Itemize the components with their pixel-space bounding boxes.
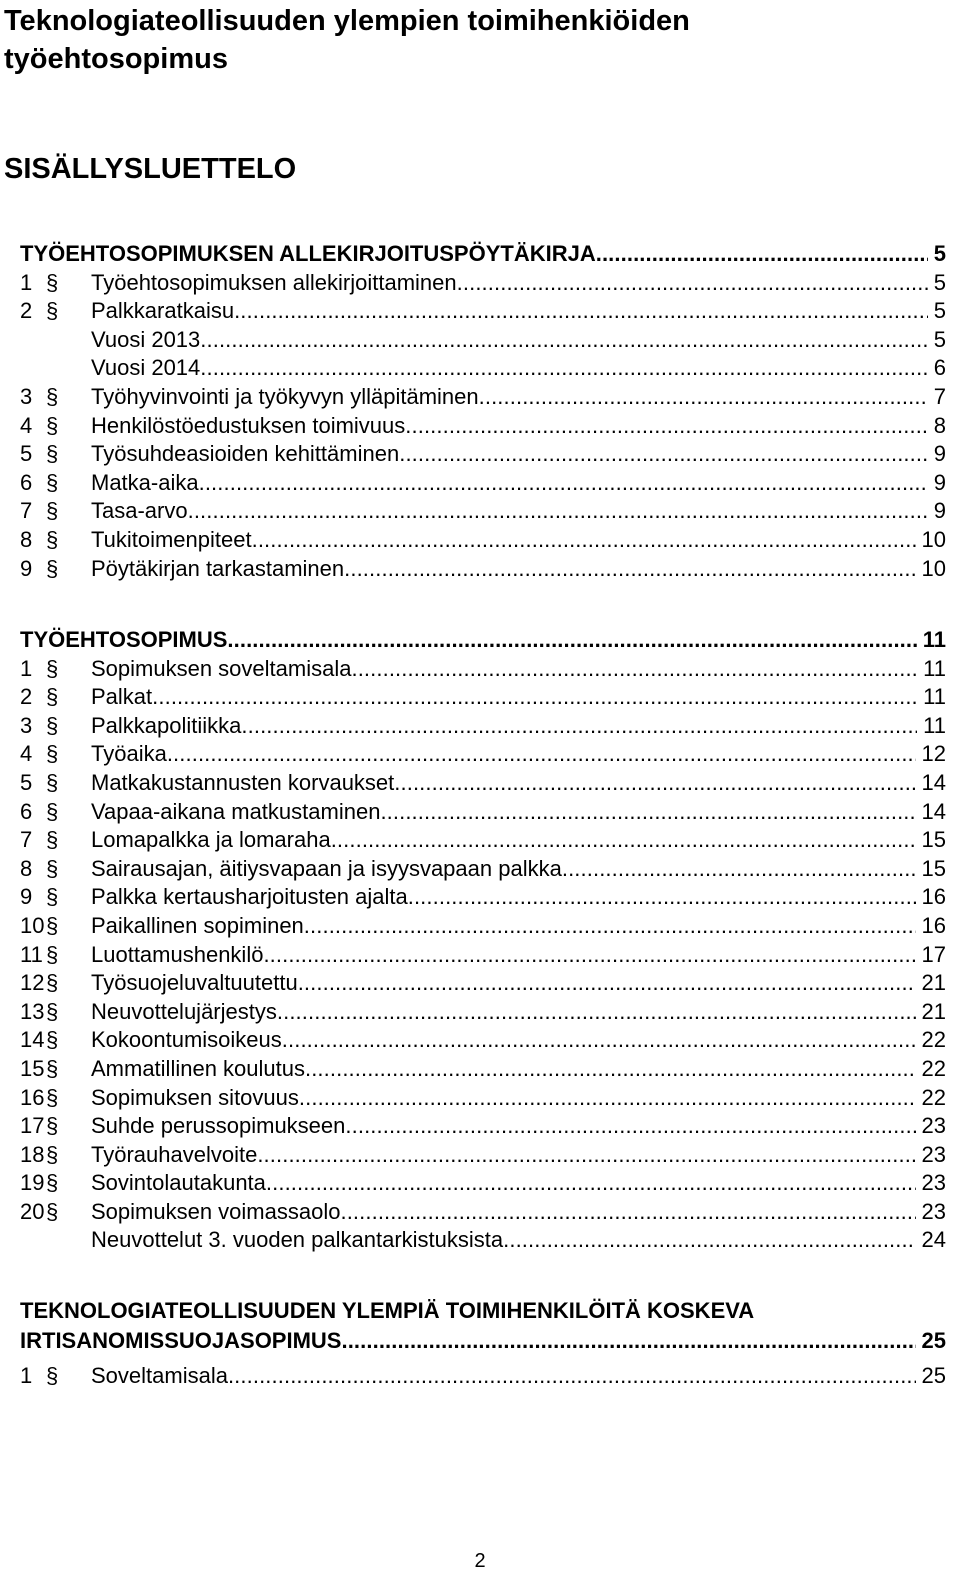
section-sign: §: [46, 269, 59, 295]
toc-dot-leader: [188, 497, 928, 526]
toc-entry-title: Sopimuksen voimassaolo: [91, 1198, 341, 1224]
toc-entry-page: 14: [921, 798, 946, 824]
toc-dot-leader: [331, 826, 916, 855]
section-sign: §: [46, 741, 59, 767]
document-title: Teknologiateollisuuden ylempien toimihenkiöiden työehtosopimus: [4, 5, 690, 75]
toc-dot-leader: [457, 269, 928, 298]
toc-entry-page: 12: [921, 741, 946, 767]
toc-entry-number: 3: [20, 383, 33, 409]
toc-entry-title: Vuosi 2014: [91, 355, 201, 381]
toc-dot-leader: [596, 240, 928, 269]
toc-entry-number: 15: [20, 1055, 45, 1081]
toc-entry-title: Työaika: [91, 741, 167, 767]
toc-section-irtisanomissuojasopimus: [20, 1296, 946, 1391]
toc-entry-number: 5: [20, 769, 33, 795]
section-sign: §: [46, 555, 59, 581]
toc-heading-row[interactable]: [20, 1326, 946, 1356]
section-sign: §: [46, 498, 59, 524]
toc-entry-title: Sopimuksen soveltamisala: [91, 655, 352, 681]
toc-entry-title: TYÖEHTOSOPIMUKSEN ALLEKIRJOITUSPÖYTÄKIRJA: [20, 241, 596, 266]
toc-entry-title: Kokoontumisoikeus: [91, 1027, 282, 1053]
toc-dot-leader: [479, 383, 928, 412]
toc-entry-title: Palkkaratkaisu: [91, 298, 235, 324]
toc-entry[interactable]: [20, 826, 946, 855]
section-sign: §: [46, 441, 59, 467]
toc-entry-title: Työhyvinvointi ja työkyvyn ylläpitäminen: [91, 383, 479, 409]
toc-entry-number: 4: [20, 741, 33, 767]
toc-entry[interactable]: [20, 1055, 946, 1084]
section-sign: §: [46, 884, 59, 910]
toc-entry-page: 22: [921, 1027, 946, 1053]
section-sign: §: [46, 298, 59, 324]
toc-entry-title: Lomapalkka ja lomaraha: [91, 827, 331, 853]
toc-entry[interactable]: [20, 1141, 946, 1170]
toc-entry-number: 1: [20, 1363, 33, 1388]
toc-heading-line: TEKNOLOGIATEOLLISUUDEN YLEMPIÄ TOIMIHENKILÖITÄ KOSKEVA: [20, 1298, 755, 1323]
toc-entry-title: Sovintolautakunta: [91, 1170, 266, 1196]
section-sign: §: [46, 469, 59, 495]
toc-dot-leader: [228, 1362, 916, 1391]
toc-entry-page: 23: [921, 1113, 946, 1139]
toc-entry-title: Luottamushenkilö: [91, 941, 264, 967]
toc-entry-title: Pöytäkirjan tarkastaminen: [91, 555, 345, 581]
toc-dot-leader: [299, 1084, 916, 1113]
toc-entry[interactable]: [20, 655, 946, 684]
toc-dot-leader: [408, 883, 916, 912]
toc-entry[interactable]: [20, 555, 946, 584]
toc-entry-title: Henkilöstöedustuksen toimivuus: [91, 412, 406, 438]
section-sign: §: [46, 383, 59, 409]
toc-section-tyoehtosopimus: [20, 626, 946, 1255]
toc-entry-title: Paikallinen sopiminen: [91, 912, 304, 938]
toc-entry-number: 9: [20, 884, 33, 910]
section-sign: §: [46, 855, 59, 881]
toc-dot-leader: [351, 655, 917, 684]
toc-dot-leader: [257, 1141, 915, 1170]
section-sign: §: [46, 998, 59, 1024]
toc-entry-page: 6: [933, 355, 946, 381]
toc-entry-title: Palkkapolitiikka: [91, 712, 242, 738]
toc-dot-leader: [399, 440, 928, 469]
toc-entry-page: 5: [933, 298, 946, 324]
section-sign: §: [46, 684, 59, 710]
toc-entry[interactable]: [20, 497, 946, 526]
page-number: 2: [474, 1550, 486, 1572]
toc-entry-title: Soveltamisala: [91, 1363, 228, 1388]
section-sign: §: [46, 1113, 59, 1139]
toc-dot-leader: [282, 1026, 916, 1055]
toc-entry[interactable]: [20, 798, 946, 827]
toc-entry-number: 20: [20, 1198, 45, 1224]
toc-entry[interactable]: [20, 269, 946, 298]
toc-entry-page: 17: [921, 941, 946, 967]
toc-entry[interactable]: [20, 1198, 946, 1227]
toc-entry-page: 11: [923, 684, 946, 710]
toc-entry[interactable]: [20, 1362, 946, 1391]
toc-entry-page: 16: [921, 912, 946, 938]
toc-dot-leader: [200, 326, 927, 355]
section-sign: §: [46, 1363, 59, 1388]
toc-dot-leader: [562, 855, 916, 884]
toc-dot-leader: [340, 1198, 915, 1227]
toc-entry-number: 7: [20, 827, 33, 853]
toc-entry[interactable]: [20, 883, 946, 912]
toc-entry-number: 17: [20, 1113, 45, 1139]
toc-entry-page: 25: [921, 1328, 946, 1353]
toc-entry[interactable]: [20, 440, 946, 469]
toc-entry-number: 19: [20, 1170, 45, 1196]
section-sign: §: [46, 1055, 59, 1081]
toc-entry-number: 9: [20, 555, 33, 581]
section-sign: §: [46, 798, 59, 824]
toc-entry-title: Palkka kertausharjoitusten ajalta: [91, 884, 408, 910]
section-sign: §: [46, 712, 59, 738]
toc-entry-number: 18: [20, 1141, 45, 1167]
toc-dot-leader: [199, 469, 928, 498]
toc-entry-page: 21: [921, 998, 946, 1024]
toc-dot-leader: [234, 297, 928, 326]
toc-entry-number: 5: [20, 441, 33, 467]
toc-entry-page: 16: [921, 884, 946, 910]
toc-entry-page: 23: [921, 1198, 946, 1224]
toc-dot-leader: [304, 912, 916, 941]
section-sign: §: [46, 827, 59, 853]
toc-dot-leader: [380, 798, 915, 827]
toc-dot-leader: [227, 626, 916, 655]
toc-entry-number: 6: [20, 469, 33, 495]
toc-entry[interactable]: [20, 383, 946, 412]
toc-entry-page: 5: [933, 269, 946, 295]
toc-entry-title: Vuosi 2013: [91, 326, 201, 352]
toc-dot-leader: [266, 1169, 916, 1198]
toc-entry[interactable]: [20, 998, 946, 1027]
toc-entry-page: 7: [933, 383, 946, 409]
toc-entry-title: Neuvottelujärjestys: [91, 998, 277, 1024]
toc-entry-number: 1: [20, 269, 33, 295]
section-sign: §: [46, 526, 59, 552]
toc-entry-page: 25: [921, 1363, 946, 1388]
toc-dot-leader: [503, 1226, 915, 1255]
toc-entry[interactable]: [20, 1226, 946, 1255]
section-sign: §: [46, 412, 59, 438]
toc-entry-page: 22: [921, 1055, 946, 1081]
toc-heading-row[interactable]: [20, 626, 946, 655]
toc-heading-row[interactable]: [20, 240, 946, 269]
toc-entry-title: Suhde perussopimukseen: [91, 1113, 346, 1139]
toc-entry-page: 14: [921, 769, 946, 795]
toc-entry-title: Ammatillinen koulutus: [91, 1055, 305, 1081]
section-sign: §: [46, 1141, 59, 1167]
toc-entry-title: Vapaa-aikana matkustaminen: [91, 798, 381, 824]
toc-entry-title: Sairausajan, äitiysvapaan ja isyysvapaan palkka: [91, 855, 562, 881]
toc-entry-title: Työehtosopimuksen allekirjoittaminen: [91, 269, 457, 295]
toc-entry-title: Matkakustannusten korvaukset: [91, 769, 395, 795]
toc-entry-number: 13: [20, 998, 45, 1024]
toc-entry-page: 15: [921, 827, 946, 853]
toc-entry-list: [20, 269, 946, 584]
toc-entry-title: Työsuhdeasioiden kehittäminen: [91, 441, 400, 467]
section-sign: §: [46, 941, 59, 967]
toc-entry-number: 4: [20, 412, 33, 438]
toc-entry[interactable]: [20, 740, 946, 769]
toc-entry[interactable]: [20, 412, 946, 441]
toc-entry-title: Matka-aika: [91, 469, 199, 495]
toc-entry-number: 8: [20, 855, 33, 881]
toc-dot-leader: [241, 712, 917, 741]
toc-entry-title: TYÖEHTOSOPIMUS: [20, 627, 228, 652]
toc-entry-number: 7: [20, 498, 33, 524]
toc-entry-number: 6: [20, 798, 33, 824]
toc-dot-leader: [252, 526, 916, 555]
toc-entry-page: 15: [921, 855, 946, 881]
toc-entry[interactable]: [20, 469, 946, 498]
toc-entry-page: 11: [923, 655, 946, 681]
toc-entry-title: Tasa-arvo: [91, 498, 188, 524]
toc-entry[interactable]: [20, 1026, 946, 1055]
toc-dot-leader: [405, 412, 927, 441]
toc-entry-number: 2: [20, 298, 33, 324]
toc-entry-number: 3: [20, 712, 33, 738]
toc-entry-number: 8: [20, 526, 33, 552]
toc-entry-list: [20, 1362, 946, 1391]
section-sign: §: [46, 1084, 59, 1110]
toc-entry-number: 10: [20, 912, 45, 938]
toc-entry[interactable]: [20, 941, 946, 970]
toc-entry-page: 11: [922, 627, 946, 652]
section-sign: §: [46, 655, 59, 681]
toc-dot-leader: [263, 941, 915, 970]
toc-entry[interactable]: [20, 326, 946, 355]
toc-dot-leader: [344, 555, 915, 584]
toc-entry-page: 22: [921, 1084, 946, 1110]
toc-entry[interactable]: [20, 712, 946, 741]
toc-dot-leader: [394, 769, 915, 798]
toc-entry-title: IRTISANOMISSUOJASOPIMUS: [20, 1328, 342, 1353]
toc-dot-leader: [345, 1112, 915, 1141]
toc-entry-page: 9: [933, 469, 946, 495]
toc-entry-title: Tukitoimenpiteet: [91, 526, 252, 552]
toc-entry-page: 5: [933, 241, 946, 266]
toc-entry-number: 1: [20, 655, 33, 681]
section-sign: §: [46, 970, 59, 996]
toc-entry-page: 11: [923, 712, 946, 738]
toc-entry-title: Työsuojeluvaltuutettu: [91, 970, 298, 996]
toc-entry-page: 24: [921, 1227, 946, 1253]
section-sign: §: [46, 769, 59, 795]
section-sign: §: [46, 1198, 59, 1224]
toc-entry-title: Neuvottelut 3. vuoden palkantarkistuksista: [91, 1227, 504, 1253]
toc-section-allekirjoituspoytakirja: [20, 240, 946, 583]
toc-entry[interactable]: [20, 526, 946, 555]
toc-entry[interactable]: [20, 855, 946, 884]
toc-dot-leader: [200, 354, 927, 383]
toc-dot-leader: [167, 740, 916, 769]
toc-entry[interactable]: [20, 969, 946, 998]
toc-entry[interactable]: [20, 1084, 946, 1113]
toc-entry[interactable]: [20, 354, 946, 383]
toc-entry[interactable]: [20, 297, 946, 326]
toc-entry-page: 9: [933, 441, 946, 467]
toc-entry-page: 8: [933, 412, 946, 438]
toc-entry-number: 14: [20, 1027, 45, 1053]
toc-heading: SISÄLLYSLUETTELO: [4, 153, 297, 185]
toc-entry-page: 5: [933, 326, 946, 352]
toc-entry-list: [20, 655, 946, 1255]
section-sign: §: [46, 1170, 59, 1196]
toc-dot-leader: [277, 998, 916, 1027]
toc-dot-leader: [305, 1055, 916, 1084]
toc-entry-title: Työrauhavelvoite: [91, 1141, 258, 1167]
toc-entry-number: 2: [20, 684, 33, 710]
toc-dot-leader: [341, 1326, 915, 1356]
toc-entry-page: 10: [921, 555, 946, 581]
toc-entry-title: Palkat: [91, 684, 153, 710]
toc-entry[interactable]: [20, 912, 946, 941]
toc-entry-page: 9: [933, 498, 946, 524]
toc-entry[interactable]: [20, 1169, 946, 1198]
toc-entry-title: Sopimuksen sitovuus: [91, 1084, 299, 1110]
toc-dot-leader: [152, 683, 917, 712]
toc-entry[interactable]: [20, 1112, 946, 1141]
toc-entry-page: 10: [921, 526, 946, 552]
toc-entry-number: 12: [20, 970, 45, 996]
toc-dot-leader: [298, 969, 916, 998]
section-sign: §: [46, 912, 59, 938]
toc-entry-page: 21: [921, 970, 946, 996]
toc-entry[interactable]: [20, 769, 946, 798]
toc-entry[interactable]: [20, 683, 946, 712]
toc-entry-page: 23: [921, 1170, 946, 1196]
toc-entry-number: 11: [20, 941, 43, 967]
section-sign: §: [46, 1027, 59, 1053]
toc-entry-page: 23: [921, 1141, 946, 1167]
toc-entry-number: 16: [20, 1084, 45, 1110]
